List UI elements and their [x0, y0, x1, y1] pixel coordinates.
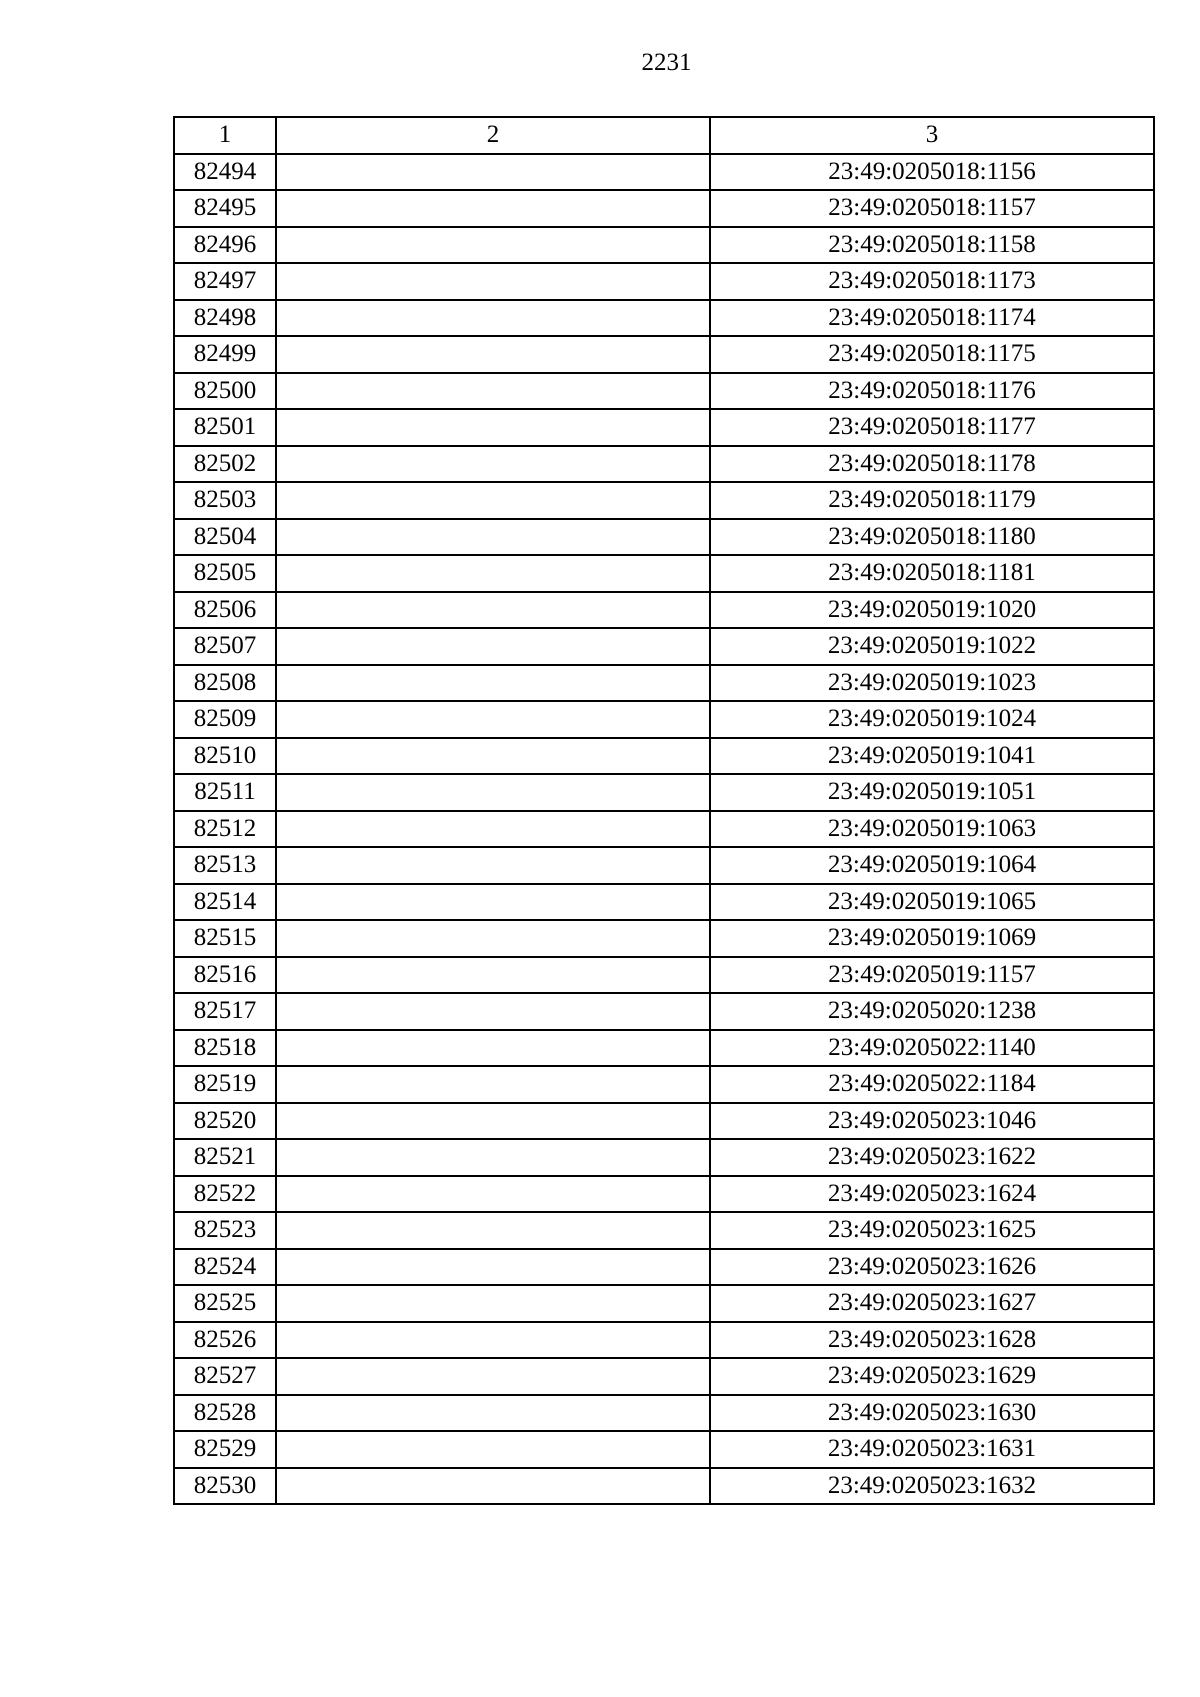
description-cell	[276, 884, 710, 921]
row-number-cell: 82518	[174, 1030, 276, 1067]
description-cell	[276, 628, 710, 665]
cadastral-number-cell: 23:49:0205023:1632	[710, 1468, 1154, 1505]
table-body	[174, 154, 1154, 1505]
cadastral-number-cell: 23:49:0205023:1629	[710, 1358, 1154, 1395]
description-cell	[276, 1176, 710, 1213]
row-number-cell: 82513	[174, 847, 276, 884]
row-number-cell: 82527	[174, 1358, 276, 1395]
description-cell	[276, 336, 710, 373]
description-cell	[276, 263, 710, 300]
table-row	[174, 847, 1154, 884]
row-number-cell: 82516	[174, 957, 276, 994]
table-header-row	[174, 117, 1154, 154]
cadastral-number-cell: 23:49:0205018:1181	[710, 555, 1154, 592]
cadastral-number-cell: 23:49:0205018:1157	[710, 190, 1154, 227]
description-cell	[276, 847, 710, 884]
description-cell	[276, 1431, 710, 1468]
row-number-cell: 82522	[174, 1176, 276, 1213]
description-cell	[276, 1139, 710, 1176]
cadastral-number-cell: 23:49:0205023:1046	[710, 1103, 1154, 1140]
table-row	[174, 701, 1154, 738]
row-number-cell: 82515	[174, 920, 276, 957]
table-row	[174, 154, 1154, 191]
description-cell	[276, 190, 710, 227]
description-cell	[276, 1358, 710, 1395]
description-cell	[276, 1030, 710, 1067]
description-cell	[276, 1103, 710, 1140]
description-cell	[276, 373, 710, 410]
table-row	[174, 190, 1154, 227]
cadastral-number-cell: 23:49:0205018:1177	[710, 409, 1154, 446]
cadastral-number-cell: 23:49:0205018:1174	[710, 300, 1154, 337]
row-number-cell: 82529	[174, 1431, 276, 1468]
table-row	[174, 1212, 1154, 1249]
row-number-cell: 82500	[174, 373, 276, 410]
table-row	[174, 482, 1154, 519]
row-number-cell: 82495	[174, 190, 276, 227]
cadastral-number-cell: 23:49:0205019:1023	[710, 665, 1154, 702]
row-number-cell: 82509	[174, 701, 276, 738]
table-row	[174, 263, 1154, 300]
row-number-cell: 82506	[174, 592, 276, 629]
cadastral-number-cell: 23:49:0205023:1624	[710, 1176, 1154, 1213]
table-row	[174, 373, 1154, 410]
row-number-cell: 82514	[174, 884, 276, 921]
description-cell	[276, 920, 710, 957]
row-number-cell: 82504	[174, 519, 276, 556]
cadastral-number-cell: 23:49:0205018:1158	[710, 227, 1154, 264]
row-number-cell: 82519	[174, 1066, 276, 1103]
cadastral-number-cell: 23:49:0205019:1024	[710, 701, 1154, 738]
cadastral-number-cell: 23:49:0205018:1179	[710, 482, 1154, 519]
table-row	[174, 1030, 1154, 1067]
table-row	[174, 592, 1154, 629]
table-row	[174, 1358, 1154, 1395]
row-number-cell: 82501	[174, 409, 276, 446]
cadastral-number-cell: 23:49:0205019:1065	[710, 884, 1154, 921]
cadastral-number-cell: 23:49:0205019:1041	[710, 738, 1154, 775]
table-row	[174, 409, 1154, 446]
column-header-1: 1	[174, 117, 276, 154]
page-number: 2231	[641, 49, 692, 76]
row-number-cell: 82511	[174, 774, 276, 811]
table-row	[174, 1176, 1154, 1213]
row-number-cell: 82528	[174, 1395, 276, 1432]
table-row	[174, 336, 1154, 373]
cadastral-number-cell: 23:49:0205019:1064	[710, 847, 1154, 884]
table-row	[174, 1395, 1154, 1432]
description-cell	[276, 701, 710, 738]
description-cell	[276, 482, 710, 519]
description-cell	[276, 1249, 710, 1286]
table-row	[174, 1322, 1154, 1359]
row-number-cell: 82526	[174, 1322, 276, 1359]
description-cell	[276, 665, 710, 702]
row-number-cell: 82507	[174, 628, 276, 665]
description-cell	[276, 1066, 710, 1103]
row-number-cell: 82520	[174, 1103, 276, 1140]
table-row	[174, 665, 1154, 702]
table-row	[174, 811, 1154, 848]
table-row	[174, 1431, 1154, 1468]
cadastral-number-cell: 23:49:0205018:1180	[710, 519, 1154, 556]
cadastral-number-cell: 23:49:0205022:1140	[710, 1030, 1154, 1067]
description-cell	[276, 957, 710, 994]
table-row	[174, 884, 1154, 921]
description-cell	[276, 519, 710, 556]
cadastral-number-cell: 23:49:0205019:1051	[710, 774, 1154, 811]
description-cell	[276, 300, 710, 337]
cadastral-number-cell: 23:49:0205018:1175	[710, 336, 1154, 373]
table-row	[174, 957, 1154, 994]
description-cell	[276, 592, 710, 629]
column-header-2: 2	[276, 117, 710, 154]
table-row	[174, 774, 1154, 811]
description-cell	[276, 409, 710, 446]
cadastral-number-cell: 23:49:0205018:1178	[710, 446, 1154, 483]
row-number-cell: 82521	[174, 1139, 276, 1176]
description-cell	[276, 154, 710, 191]
row-number-cell: 82512	[174, 811, 276, 848]
description-cell	[276, 1212, 710, 1249]
cadastral-number-cell: 23:49:0205019:1020	[710, 592, 1154, 629]
cadastral-number-cell: 23:49:0205018:1156	[710, 154, 1154, 191]
row-number-cell: 82494	[174, 154, 276, 191]
table-row	[174, 446, 1154, 483]
row-number-cell: 82498	[174, 300, 276, 337]
table-row	[174, 993, 1154, 1030]
row-number-cell: 82503	[174, 482, 276, 519]
column-header-3: 3	[710, 117, 1154, 154]
table-row	[174, 519, 1154, 556]
description-cell	[276, 774, 710, 811]
table-row	[174, 628, 1154, 665]
description-cell	[276, 811, 710, 848]
row-number-cell: 82530	[174, 1468, 276, 1505]
description-cell	[276, 993, 710, 1030]
row-number-cell: 82523	[174, 1212, 276, 1249]
row-number-cell: 82508	[174, 665, 276, 702]
cadastral-number-cell: 23:49:0205023:1626	[710, 1249, 1154, 1286]
row-number-cell: 82502	[174, 446, 276, 483]
table-row	[174, 1249, 1154, 1286]
cadastral-number-cell: 23:49:0205023:1625	[710, 1212, 1154, 1249]
table-row	[174, 738, 1154, 775]
row-number-cell: 82496	[174, 227, 276, 264]
cadastral-number-cell: 23:49:0205018:1173	[710, 263, 1154, 300]
description-cell	[276, 1322, 710, 1359]
description-cell	[276, 738, 710, 775]
cadastral-number-cell: 23:49:0205018:1176	[710, 373, 1154, 410]
table-row	[174, 1139, 1154, 1176]
table-row	[174, 1066, 1154, 1103]
cadastral-number-cell: 23:49:0205019:1063	[710, 811, 1154, 848]
table-row	[174, 227, 1154, 264]
cadastral-number-cell: 23:49:0205019:1069	[710, 920, 1154, 957]
table-row	[174, 1468, 1154, 1505]
description-cell	[276, 1285, 710, 1322]
row-number-cell: 82505	[174, 555, 276, 592]
table-row	[174, 920, 1154, 957]
description-cell	[276, 1395, 710, 1432]
row-number-cell: 82497	[174, 263, 276, 300]
register-table	[173, 116, 1155, 1505]
cadastral-number-cell: 23:49:0205023:1622	[710, 1139, 1154, 1176]
cadastral-number-cell: 23:49:0205023:1630	[710, 1395, 1154, 1432]
row-number-cell: 82517	[174, 993, 276, 1030]
description-cell	[276, 446, 710, 483]
description-cell	[276, 227, 710, 264]
row-number-cell: 82524	[174, 1249, 276, 1286]
cadastral-number-cell: 23:49:0205020:1238	[710, 993, 1154, 1030]
table-row	[174, 555, 1154, 592]
description-cell	[276, 1468, 710, 1505]
table-row	[174, 1103, 1154, 1140]
table-row	[174, 1285, 1154, 1322]
cadastral-number-cell: 23:49:0205022:1184	[710, 1066, 1154, 1103]
cadastral-number-cell: 23:49:0205023:1627	[710, 1285, 1154, 1322]
row-number-cell: 82510	[174, 738, 276, 775]
row-number-cell: 82499	[174, 336, 276, 373]
cadastral-number-cell: 23:49:0205019:1157	[710, 957, 1154, 994]
cadastral-number-cell: 23:49:0205023:1628	[710, 1322, 1154, 1359]
table-row	[174, 300, 1154, 337]
description-cell	[276, 555, 710, 592]
cadastral-number-cell: 23:49:0205023:1631	[710, 1431, 1154, 1468]
row-number-cell: 82525	[174, 1285, 276, 1322]
cadastral-number-cell: 23:49:0205019:1022	[710, 628, 1154, 665]
